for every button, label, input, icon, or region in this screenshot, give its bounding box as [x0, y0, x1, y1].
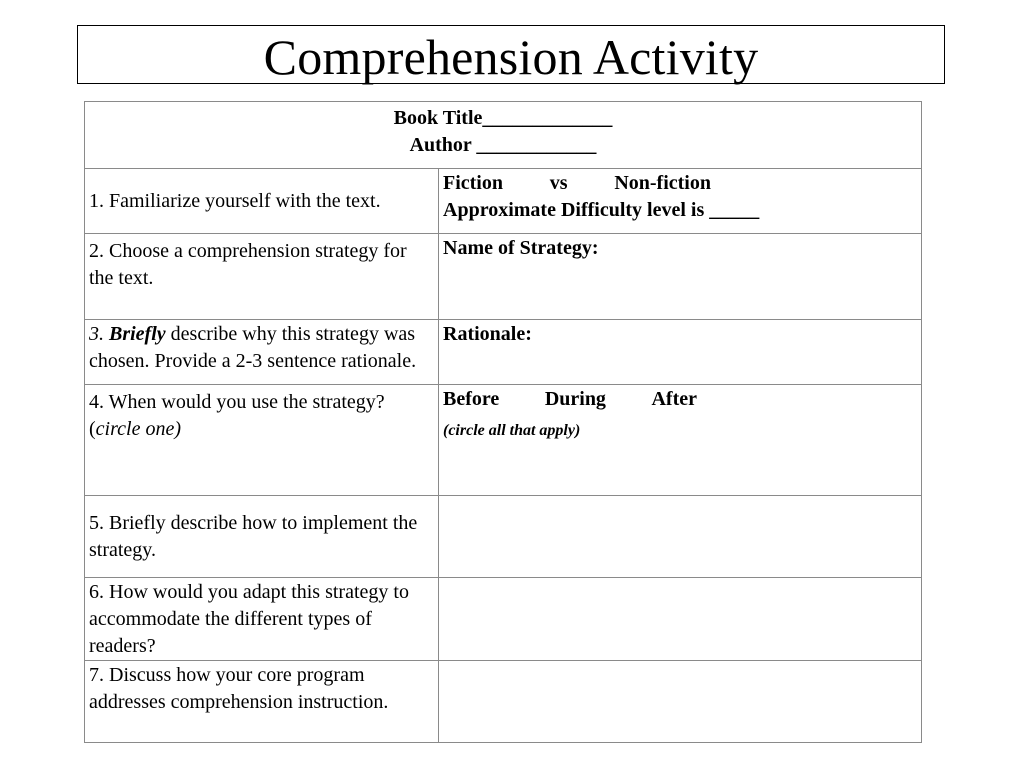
- table-row: [85, 385, 922, 496]
- table-row: [85, 234, 922, 320]
- answer-cell: [439, 661, 922, 743]
- header-row: [85, 102, 922, 169]
- author-line: Author ____________: [409, 134, 597, 156]
- prompt-cell: [85, 320, 439, 385]
- prompt-cell: [85, 578, 439, 661]
- answer-cell: [439, 169, 922, 234]
- difficulty-line: Approximate Difficulty level is _____: [443, 199, 760, 221]
- answer-cell: [439, 496, 922, 578]
- prompt-text: describe why this strategy was chosen. Provide a 2-3 sentence rationale.: [89, 323, 417, 372]
- book-info-cell: [85, 102, 922, 169]
- prompt-italic-note: circle one): [95, 418, 181, 440]
- circle-note: (circle all that apply): [443, 422, 581, 439]
- prompt-emphasis: Briefly: [109, 323, 166, 345]
- prompt-text: 2. Choose a comprehension strategy for the text.: [89, 240, 407, 289]
- after-option: After: [651, 388, 697, 410]
- table-row: [85, 578, 922, 661]
- prompt-cell: [85, 234, 439, 320]
- fiction-option: Fiction: [443, 172, 503, 194]
- answer-cell: [439, 320, 922, 385]
- vs-text: vs: [549, 172, 568, 194]
- table-row: [85, 169, 922, 234]
- answer-cell: [439, 578, 922, 661]
- activity-table: [84, 101, 922, 743]
- table-row: [85, 661, 922, 743]
- strategy-name-label: Name of Strategy:: [443, 237, 599, 259]
- book-title-line: Book Title_____________: [393, 107, 613, 129]
- prompt-cell: [85, 496, 439, 578]
- fiction-choice-row: [443, 170, 711, 197]
- prompt-cell: [85, 385, 439, 496]
- nonfiction-option: Non-fiction: [614, 172, 711, 194]
- page-title: Comprehension Activity: [77, 25, 945, 84]
- prompt-text: 4. When would you use the strategy? (: [89, 391, 385, 440]
- prompt-text: 7. Discuss how your core program addresses comprehension instruction.: [89, 664, 389, 713]
- answer-cell: [439, 234, 922, 320]
- answer-cell: [439, 385, 922, 496]
- table-row: [85, 496, 922, 578]
- prompt-number: 3.: [89, 323, 104, 345]
- prompt-cell: [85, 661, 439, 743]
- prompt-text: 1. Familiarize yourself with the text.: [89, 189, 381, 212]
- during-option: During: [544, 388, 606, 410]
- rationale-label: Rationale:: [443, 323, 532, 345]
- prompt-text: 5. Briefly describe how to implement the strategy.: [89, 511, 418, 561]
- prompt-cell: [85, 169, 439, 234]
- timing-choice-row: [443, 386, 697, 413]
- table-row: [85, 320, 922, 385]
- prompt-text: 6. How would you adapt this strategy to accommodate the different types of readers?: [89, 581, 409, 657]
- before-option: Before: [443, 388, 500, 410]
